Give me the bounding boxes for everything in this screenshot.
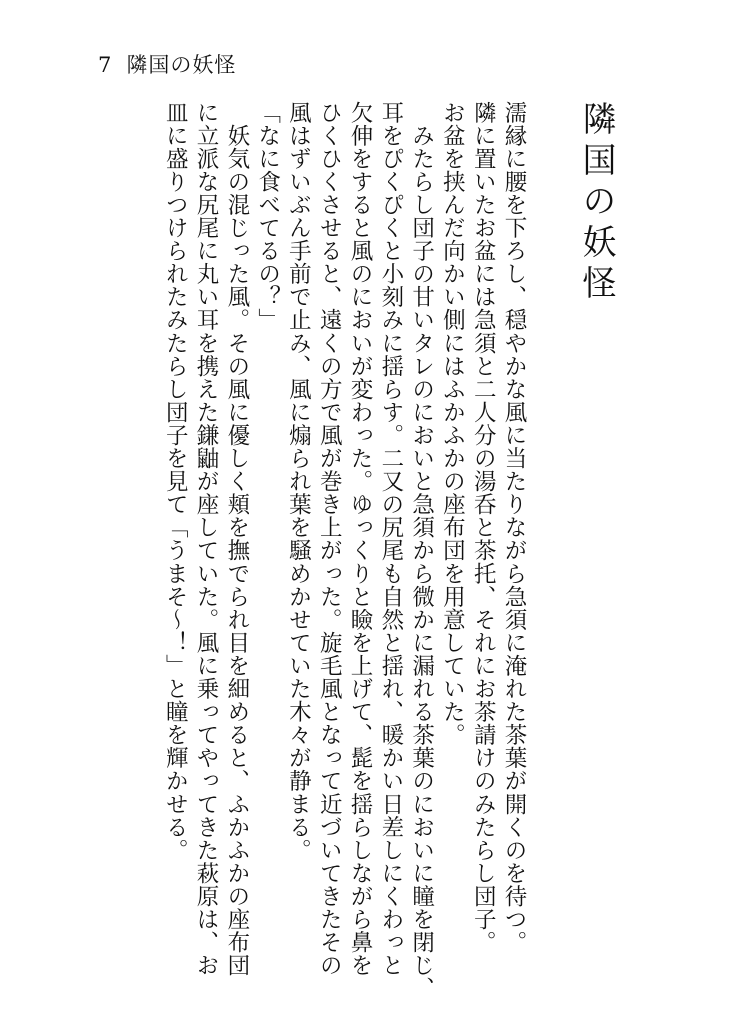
text-line: に立派な尻尾に丸い耳を携えた鎌鼬が座していた。風に乗ってやってきた萩原は、お <box>193 101 220 977</box>
text-line: みたらし団子の甘いタレのにおいと急須から微かに漏れる茶葉のにおいに瞳を閉じ、 <box>408 101 435 1000</box>
text-line: 隣に置いたお盆には急須と二人分の湯呑と茶托、それにお茶請けのみたらし団子。 <box>470 101 497 954</box>
chapter-title: 隣国の妖怪 <box>576 101 616 306</box>
text-line: ひくひくさせると、遠くの方で風が巻き上がった。旋毛風となって近づいてきたその <box>316 101 343 977</box>
text-line: 妖気の混じった風。その風に優しく頬を撫でられ目を細めると、ふかふかの座布団 <box>223 101 250 977</box>
body-text <box>159 101 529 1000</box>
text-line: お盆を挟んだ向かい側にはふかふかの座布団を用意していた。 <box>439 101 466 747</box>
page-number: 7 <box>98 53 113 77</box>
text-line: 耳をぴくぴくと小刻みに揺らす。二又の尻尾も自然と揺れ、暖かい日差しにくわっと <box>377 101 404 977</box>
text-line: 濡縁に腰を下ろし、穏やかな風に当たりながら急須に淹れた茶葉が開くのを待つ。 <box>501 101 527 954</box>
running-title: 隣国の妖怪 <box>126 53 237 77</box>
running-header <box>98 50 236 80</box>
text-line: 「なに食べてるの？」 <box>254 101 281 332</box>
text-line: 風はずいぶん手前で止み、風に煽られ葉を騒めかせていた木々が静まる。 <box>285 101 312 862</box>
text-line: 欠伸をすると風のにおいが変わった。ゆっくりと瞼を上げて、髭を揺らしながら鼻を <box>347 101 374 977</box>
text-line: 皿に盛りつけられたみたらし団子を見て「うまそ～！」と瞳を輝かせる。 <box>162 101 189 862</box>
